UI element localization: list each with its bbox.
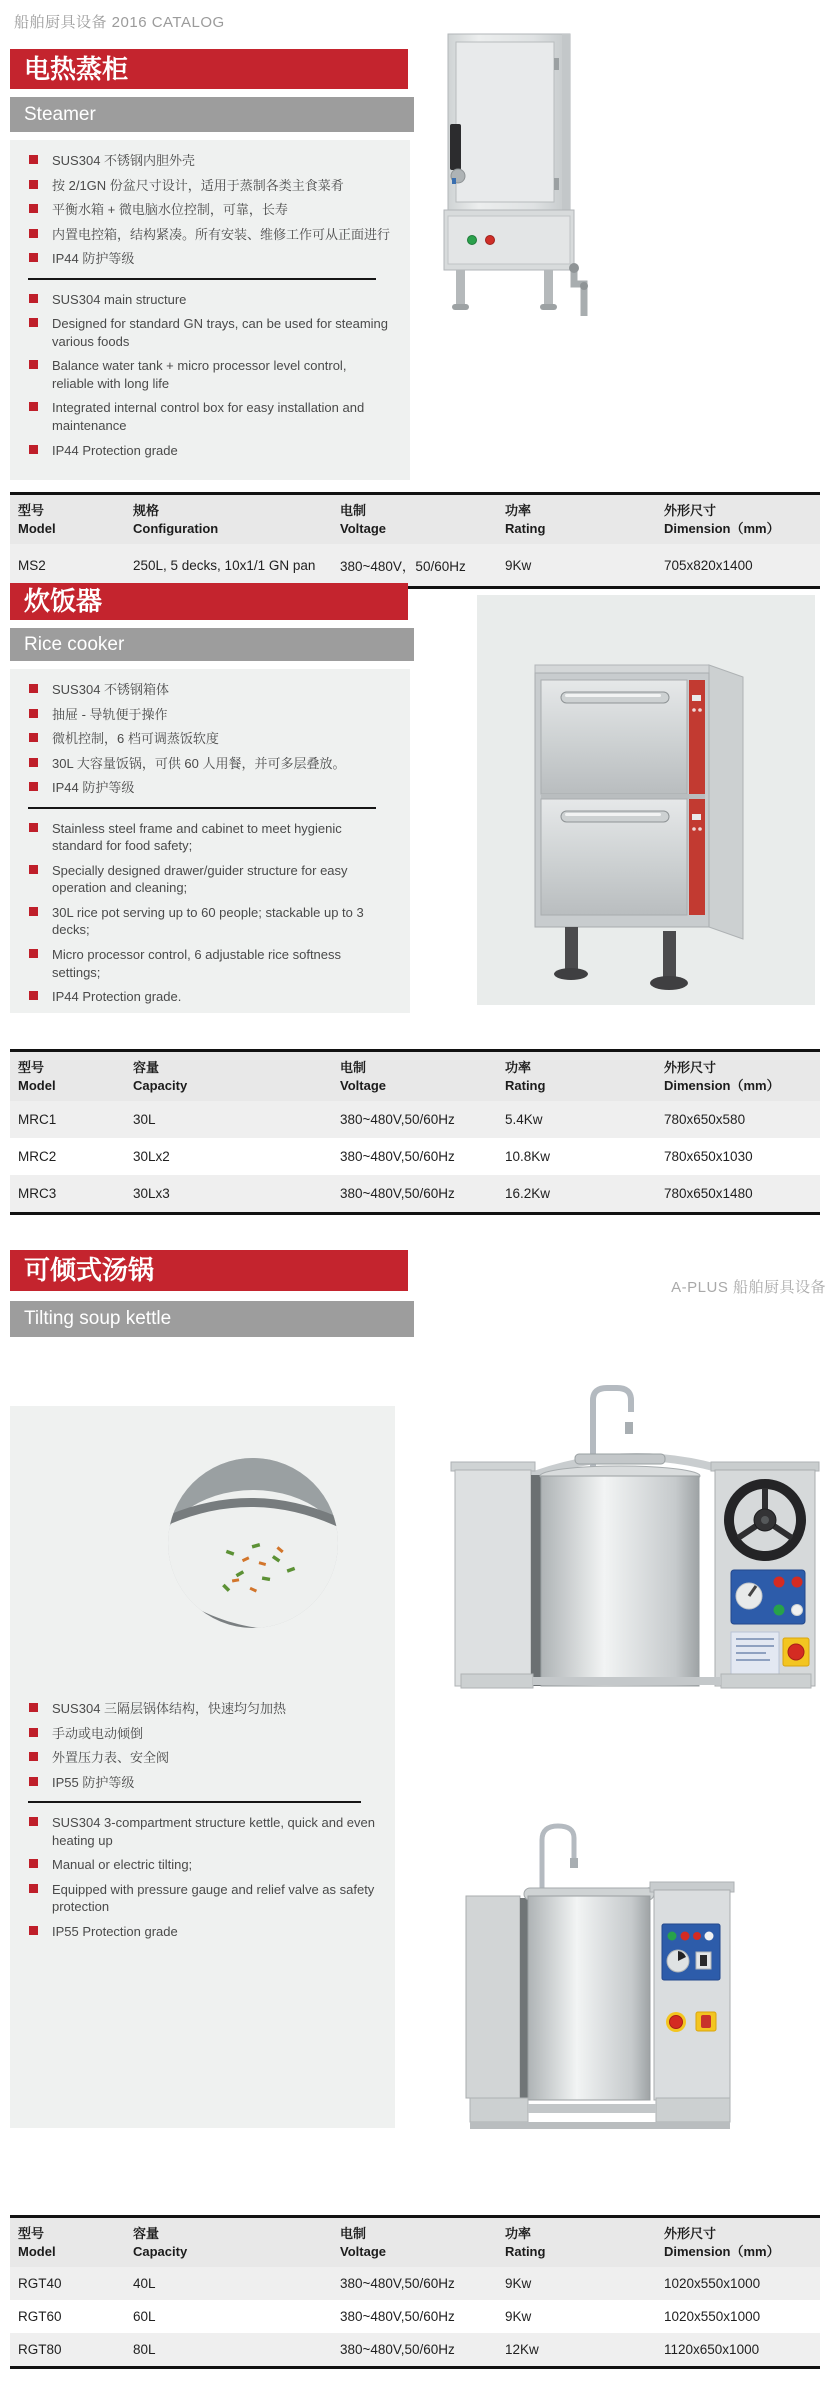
bullet-square-icon (29, 733, 38, 742)
bullet-square-icon (29, 709, 38, 718)
feature-item (28, 1700, 375, 1718)
steamer-features-en-list (28, 291, 390, 459)
feature-text: IP44 Protection grade (52, 442, 178, 458)
bullet-square-icon (29, 1926, 38, 1935)
feature-item (28, 177, 390, 195)
feature-text: Specially designed drawer/guider structure for easy operation and cleaning; (52, 862, 348, 896)
feature-item (28, 399, 390, 434)
soup-kettle-photo-small (432, 1806, 752, 2141)
feature-text: IP44 防护等级 (52, 251, 135, 267)
feature-item (28, 357, 390, 392)
feature-text: IP44 防护等级 (52, 780, 135, 796)
cell-capacity: 60L (133, 2309, 156, 2325)
feature-text: 30L rice pot serving up to 60 people; stackable up to 3 decks; (52, 904, 364, 938)
column-header: 功率 Rating (505, 503, 546, 536)
feature-item (28, 1749, 375, 1767)
soup-kettle-features-panel (10, 1406, 395, 2128)
feature-text: 30L 大容量饭锅，可供 60 人用餐，并可多层叠放。 (52, 755, 346, 771)
cell-rating: 16.2Kw (505, 1186, 551, 1202)
steamer-spec-table (10, 492, 820, 589)
steamer-features-panel (10, 140, 410, 480)
column-header: 外形尺寸 Dimension（mm） (664, 1060, 780, 1093)
bullet-square-icon (29, 1859, 38, 1868)
bullet-square-icon (29, 1884, 38, 1893)
feature-text: SUS304 main structure (52, 291, 187, 307)
cell-dimension: 780x650x580 (664, 1112, 746, 1128)
cell-model: RGT60 (18, 2309, 62, 2325)
bullet-square-icon (29, 1752, 38, 1761)
cell-voltage: 380~480V,50/60Hz (340, 1112, 455, 1128)
rice-cooker-illustration (477, 595, 815, 1005)
cell-rating: 5.4Kw (505, 1112, 543, 1128)
feature-text: IP55 Protection grade (52, 1923, 178, 1939)
column-header: 外形尺寸 Dimension（mm） (664, 503, 780, 536)
feature-item (28, 1725, 375, 1743)
feature-item (28, 315, 390, 350)
feature-item (28, 988, 390, 1006)
column-header: 电制 Voltage (340, 503, 386, 536)
feature-text: Stainless steel frame and cabinet to meet hygienic standard for food safety; (52, 820, 342, 854)
bullet-square-icon (29, 1777, 38, 1786)
bullet-square-icon (29, 949, 38, 958)
column-header: 容量 Capacity (133, 1060, 188, 1093)
column-header: 电制 Voltage (340, 1060, 386, 1093)
cell-capacity: 40L (133, 2276, 156, 2292)
cell-dimension: 780x650x1030 (664, 1149, 753, 1165)
cell-dimension: 1120x650x1000 (664, 2342, 760, 2358)
bullet-square-icon (29, 865, 38, 874)
feature-item (28, 226, 390, 244)
bullet-square-icon (29, 155, 38, 164)
cell-model: MRC2 (18, 1149, 57, 1165)
soup-kettle-features-en-list (28, 1814, 375, 1940)
cell-rating: 9Kw (505, 2276, 532, 2292)
bullet-square-icon (29, 229, 38, 238)
table-row (10, 2300, 820, 2333)
cell-model: MRC3 (18, 1186, 57, 1202)
cell-dimension: 1020x550x1000 (664, 2276, 761, 2292)
column-header: 型号 Model (18, 2226, 56, 2259)
feature-item (28, 1881, 375, 1916)
cell-voltage: 380~480V,50/60Hz (340, 1149, 455, 1165)
feature-item (28, 755, 390, 773)
table-header-row (10, 1051, 820, 1102)
feature-text: SUS304 3-compartment structure kettle, quick and even heating up (52, 1815, 375, 1848)
feature-item (28, 442, 390, 460)
rice-cooker-features-cn-list (28, 681, 390, 797)
feature-text: Manual or electric tilting; (52, 1857, 193, 1873)
feature-text: IP44 Protection grade. (52, 989, 182, 1005)
table-row (10, 544, 820, 588)
soup-kettle-title-en: Tilting soup kettle (10, 1301, 414, 1337)
feature-item (28, 862, 390, 897)
features-divider (28, 807, 376, 809)
feature-text: Equipped with pressure gauge and relief valve as safety protection (52, 1881, 375, 1915)
feature-item (28, 820, 390, 855)
rice-cooker-features-en-list (28, 820, 390, 1006)
cell-model: MRC1 (18, 1112, 57, 1128)
soup-kettle-small-illustration (432, 1806, 752, 2136)
cell-rating: 10.8Kw (505, 1149, 551, 1165)
feature-item (28, 152, 390, 170)
soup-kettle-photo-large (425, 1378, 830, 1698)
feature-text: SUS304 不锈钢内胆外壳 (52, 153, 196, 168)
feature-item (28, 730, 390, 748)
cell-model: RGT80 (18, 2342, 62, 2358)
feature-text: Integrated internal control box for easy installation and maintenance (52, 400, 365, 434)
feature-item (28, 779, 390, 797)
bullet-square-icon (29, 782, 38, 791)
feature-text: 手动或电动倾倒 (52, 1725, 144, 1741)
feature-text: Balance water tank + micro processor level control, reliable with long life (52, 358, 347, 391)
cell-voltage: 380~480V，50/60Hz (340, 559, 466, 575)
bullet-square-icon (29, 758, 38, 767)
column-header: 规格 Configuration (133, 503, 219, 536)
cell-voltage: 380~480V,50/60Hz (340, 2342, 455, 2358)
feature-item (28, 1923, 375, 1941)
bullet-square-icon (29, 318, 38, 327)
feature-text: 抽屉 - 导轨便于操作 (52, 706, 168, 722)
table-row (10, 2333, 820, 2368)
bullet-square-icon (29, 402, 38, 411)
cell-rating: 9Kw (505, 2309, 532, 2325)
cell-rating: 12Kw (505, 2342, 539, 2358)
cell-capacity: 30L (133, 1112, 156, 1128)
cell-voltage: 380~480V,50/60Hz (340, 2276, 455, 2292)
soup-kettle-large-illustration (425, 1378, 830, 1693)
feature-item (28, 706, 390, 724)
cell-model: MS2 (18, 557, 46, 573)
soup-detail-photo (168, 1458, 338, 1633)
rice-cooker-photo (477, 595, 815, 1010)
cell-dimension: 780x650x1480 (664, 1186, 753, 1202)
bullet-square-icon (29, 360, 38, 369)
bullet-square-icon (29, 180, 38, 189)
bullet-square-icon (29, 1817, 38, 1826)
soup-kettle-title-cn: 可倾式汤锅 (10, 1250, 408, 1291)
feature-item (28, 250, 390, 268)
column-header: 电制 Voltage (340, 2226, 386, 2259)
feature-item (28, 681, 390, 699)
feature-text: 按 2/1GN 份盆尺寸设计，适用于蒸制各类主食菜肴 (52, 177, 344, 193)
brand-footer: A-PLUS 船舶厨具设备 (671, 1279, 826, 1296)
column-header: 型号 Model (18, 503, 56, 536)
feature-item (28, 1774, 375, 1792)
feature-item (28, 904, 390, 939)
rice-cooker-spec-table (10, 1049, 820, 1215)
steamer-features-cn-list (28, 152, 390, 268)
column-header: 型号 Model (18, 1060, 56, 1093)
cell-model: RGT40 (18, 2276, 62, 2292)
bullet-square-icon (29, 1728, 38, 1737)
cell-voltage: 380~480V,50/60Hz (340, 2309, 455, 2325)
feature-item (28, 1856, 375, 1874)
table-row (10, 1101, 820, 1138)
cell-dimension: 1020x550x1000 (664, 2309, 761, 2325)
bullet-square-icon (29, 991, 38, 1000)
page-header: 船舶厨具设备 2016 CATALOG (14, 14, 225, 31)
cell-rating: 9Kw (505, 557, 532, 573)
bullet-square-icon (29, 294, 38, 303)
steamer-photo (428, 28, 593, 328)
feature-item (28, 946, 390, 981)
rice-cooker-title-en: Rice cooker (10, 628, 414, 661)
steamer-title-en: Steamer (10, 97, 414, 132)
feature-text: Designed for standard GN trays, can be used for steaming various foods (52, 316, 389, 349)
table-header-row (10, 2217, 820, 2268)
feature-item (28, 201, 390, 219)
feature-text: SUS304 三隔层锅体结构，快速均匀加热 (52, 1701, 287, 1716)
table-row (10, 1175, 820, 1214)
column-header: 容量 Capacity (133, 2226, 188, 2259)
bullet-square-icon (29, 907, 38, 916)
cell-configuration: 250L, 5 decks, 10x1/1 GN pan (133, 557, 316, 573)
bullet-square-icon (29, 1703, 38, 1712)
features-divider (28, 278, 376, 280)
bullet-square-icon (29, 684, 38, 693)
cell-voltage: 380~480V,50/60Hz (340, 1186, 455, 1202)
feature-item (28, 291, 390, 309)
feature-item (28, 1814, 375, 1849)
feature-text: 外置压力表、安全阀 (52, 1750, 170, 1766)
cell-capacity: 30Lx2 (133, 1149, 170, 1165)
feature-text: IP55 防护等级 (52, 1774, 135, 1790)
rice-cooker-title-cn: 炊饭器 (10, 583, 408, 620)
feature-text: 平衡水箱 + 微电脑水位控制，可靠，长寿 (52, 202, 288, 218)
feature-text: 内置电控箱，结构紧凑。所有安装、维修工作可从正面进行 (52, 226, 391, 242)
feature-text: Micro processor control, 6 adjustable rice softness settings; (52, 947, 342, 980)
steamer-illustration (428, 28, 593, 323)
bullet-square-icon (29, 204, 38, 213)
feature-text: SUS304 不锈钢箱体 (52, 682, 170, 697)
steamer-title-cn: 电热蒸柜 (10, 49, 408, 89)
table-row (10, 2267, 820, 2300)
soup-detail-illustration (168, 1458, 338, 1628)
soup-kettle-feature-lists (10, 1700, 395, 1947)
cell-capacity: 80L (133, 2342, 156, 2358)
cell-capacity: 30Lx3 (133, 1186, 170, 1202)
cell-dimension: 705x820x1400 (664, 557, 753, 573)
soup-kettle-spec-table (10, 2215, 820, 2369)
column-header: 功率 Rating (505, 2226, 546, 2259)
soup-kettle-features-cn-list (28, 1700, 375, 1791)
rice-cooker-features-panel (10, 669, 410, 1013)
column-header: 外形尺寸 Dimension（mm） (664, 2226, 780, 2259)
bullet-square-icon (29, 445, 38, 454)
table-header-row (10, 494, 820, 545)
bullet-square-icon (29, 253, 38, 262)
features-divider (28, 1801, 361, 1803)
column-header: 功率 Rating (505, 1060, 546, 1093)
feature-text: 微机控制，6 档可调蒸饭软度 (52, 731, 219, 747)
table-row (10, 1138, 820, 1175)
bullet-square-icon (29, 823, 38, 832)
